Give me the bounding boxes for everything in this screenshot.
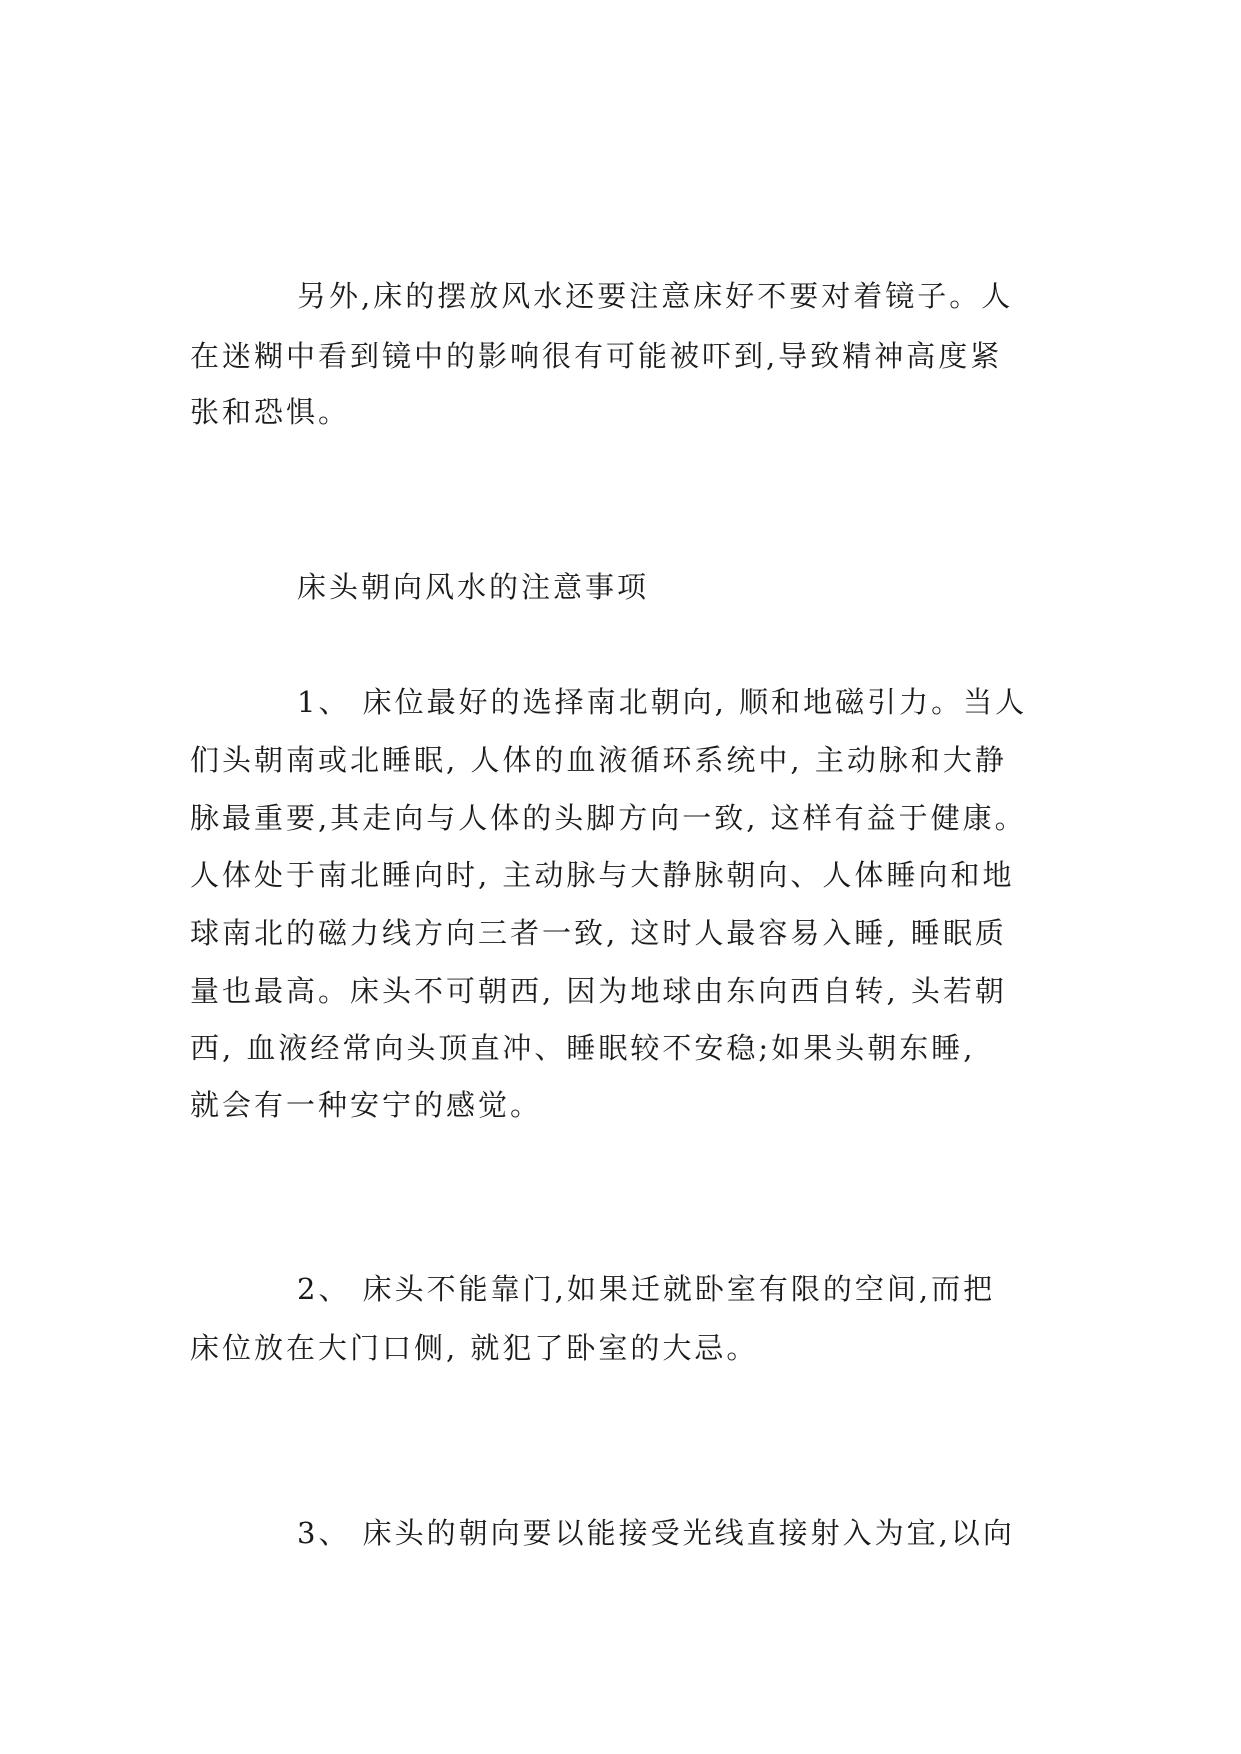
item-1-line-3: 脉最重要,其走向与人体的头脚方向一致, 这样有益于健康。 <box>190 801 1027 835</box>
item-1-line-2: 们头朝南或北睡眠, 人体的血液循环系统中, 主动脉和大静 <box>190 743 1007 777</box>
item-2-line-2: 床位放在大门口侧, 就犯了卧室的大忌。 <box>190 1331 759 1365</box>
section-heading: 床头朝向风水的注意事项 <box>297 570 650 604</box>
paragraph-intro-line-3: 张和恐惧。 <box>190 395 351 429</box>
item-2-line-1: 2、 床头不能靠门,如果迁就卧室有限的空间,而把 <box>297 1272 996 1306</box>
paragraph-intro-line-1: 另外,床的摆放风水还要注意床好不要对着镜子。人 <box>297 279 1014 313</box>
paragraph-intro-line-2: 在迷糊中看到镜中的影响很有可能被吓到,导致精神高度紧 <box>190 339 1003 373</box>
item-1-line-5: 球南北的磁力线方向三者一致, 这时人最容易入睡, 睡眠质 <box>190 916 1007 950</box>
item-1-line-6: 量也最高。床头不可朝西, 因为地球由东向西自转, 头若朝 <box>190 974 1007 1008</box>
item-1-line-1: 1、 床位最好的选择南北朝向, 顺和地磁引力。当人 <box>297 685 1028 719</box>
item-1-line-8: 就会有一种安宁的感觉。 <box>190 1088 543 1122</box>
item-1-line-4: 人体处于南北睡向时, 主动脉与大静脉朝向、人体睡向和地 <box>190 858 1015 892</box>
item-3-line-1: 3、 床头的朝向要以能接受光线直接射入为宜,以向 <box>297 1516 1015 1550</box>
item-1-line-7: 西, 血液经常向头顶直冲、睡眠较不安稳;如果头朝东睡, <box>190 1031 976 1065</box>
